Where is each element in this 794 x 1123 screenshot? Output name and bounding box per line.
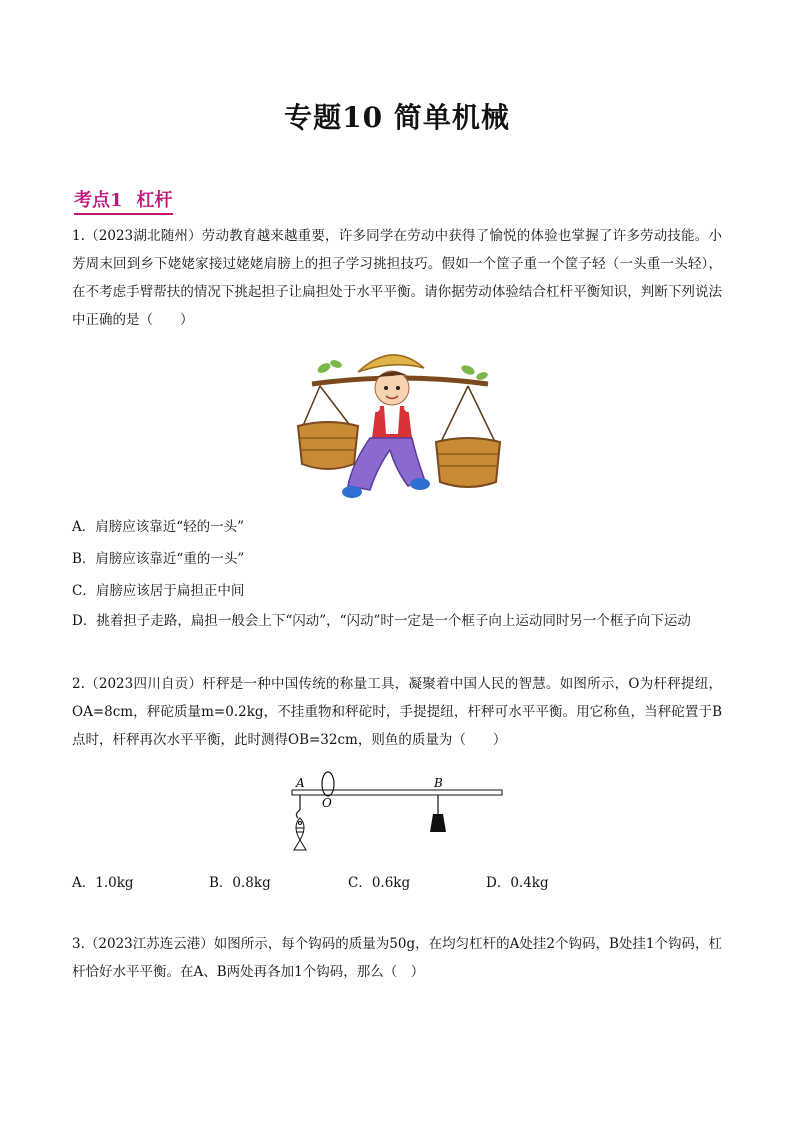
question-1-text: 1.（2023湖北随州）劳动教育越来越重要，许多同学在劳动中获得了愉悦的体验也掌握了许多劳动技能。小芳周末回到乡下姥姥家接过姥姥肩膀上的担子学习挑担技巧。假如一个筐子重一个筐子轻（一头重一头轻），在不考虑手臂帮扶的情况下挑起担子让扁担处于水平平衡。请你据劳动体验结合杠杆平衡知识，判断下列说法中正确的是（ ） <box>72 228 722 328</box>
page-title: 专题10 简单机械 <box>284 101 510 134</box>
section-heading <box>74 186 173 215</box>
label-a: A <box>296 776 305 790</box>
q2-option-c: C．0.6kg <box>348 875 411 891</box>
label-o: O <box>322 796 332 810</box>
shoulder-pole-illustration <box>292 346 504 506</box>
section-label: 考点1 <box>74 190 123 211</box>
q1-option-b: B．肩膀应该靠近“重的一头” <box>72 551 245 567</box>
q2-option-b: B．0.8kg <box>209 875 271 891</box>
steelyard-figure <box>286 770 506 860</box>
q2-option-a: A．1.0kg <box>72 875 134 891</box>
q1-option-d: D．挑着担子走路，扁担一般会上下“闪动”，“闪动”时一定是一个框子向上运动同时另一个框子向下运动 <box>72 613 691 629</box>
q2-option-d: D．0.4kg <box>486 875 549 891</box>
section-name: 杠杆 <box>136 190 173 211</box>
question-2-text: 2.（2023四川自贡）杆秤是一种中国传统的称量工具，凝聚着中国人民的智慧。如图所示，O为杆秤提纽，OA=8cm，秤砣质量m=0.2kg，不挂重物和秤砣时，手提提纽，杆秤可水平平衡。用它称鱼，当秤砣置于B点时，杆秤再次水平平衡，此时测得OB=32cm，则鱼的质量为（ ） <box>72 676 722 748</box>
q1-option-a: A．肩膀应该靠近“轻的一头” <box>72 519 245 535</box>
q1-option-c: C．肩膀应该居于扁担正中间 <box>72 583 245 599</box>
label-b: B <box>434 776 443 790</box>
question-3-text: 3.（2023江苏连云港）如图所示，每个钩码的质量为50g，在均匀杠杆的A处挂2个钩码，B处挂1个钩码，杠杆恰好水平平衡。在A、B两处再各加1个钩码，那么（ ） <box>72 936 722 980</box>
